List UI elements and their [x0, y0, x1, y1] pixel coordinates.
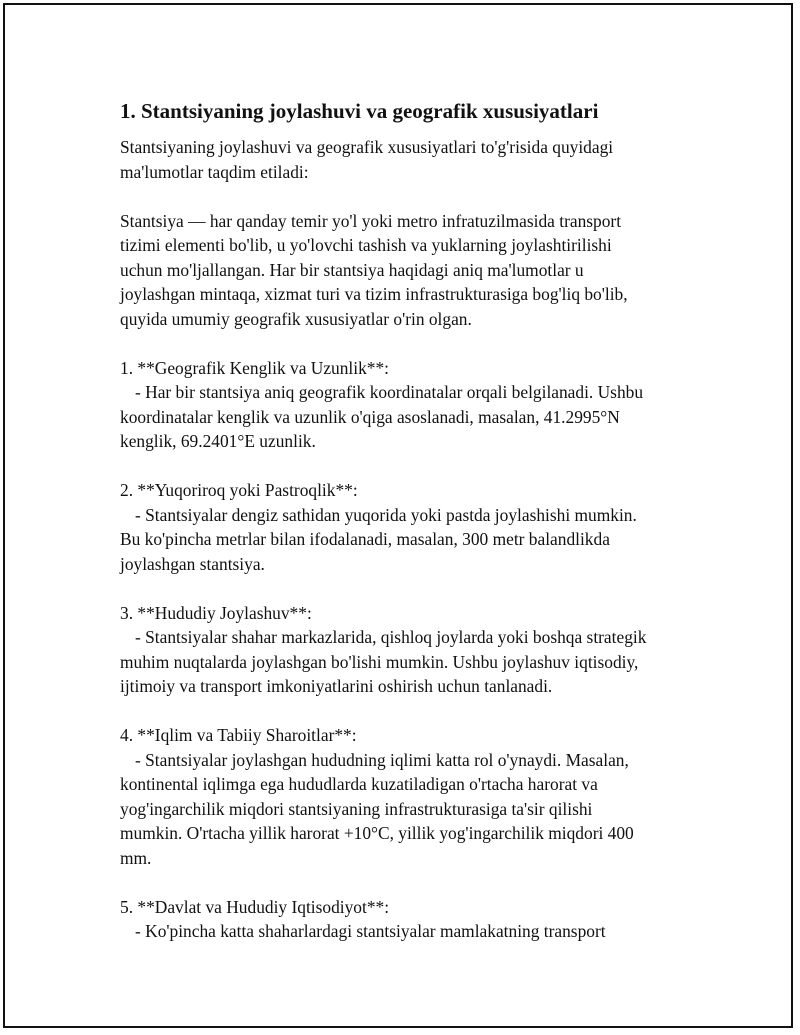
- text-line: mm.: [120, 847, 152, 868]
- text-line: joylashgan mintaqa, xizmat turi va tizim infrastrukturasiga bog'liq bo'lib,: [120, 284, 628, 304]
- section-heading: 1. Stantsiyaning joylashuvi va geografik xususiyatlari: [120, 99, 599, 123]
- text-line: ijtimoiy va transport imkoniyatlarini oshirish uchun tanlanadi.: [120, 676, 553, 696]
- text-line: uchun mo'ljallangan. Har bir stantsiya haqidagi aniq ma'lumotlar u: [120, 259, 584, 280]
- text-line: - Har bir stantsiya aniq geografik koordinatalar orqali belgilanadi. Ushbu: [135, 382, 644, 402]
- text-line: - Stantsiyalar dengiz sathidan yuqorida yoki pastda joylashishi mumkin.: [135, 504, 637, 525]
- description-paragraph: [120, 209, 700, 332]
- text-line: - Stantsiyalar shahar markazlarida, qishloq joylarda yoki boshqa strategik: [135, 627, 647, 647]
- text-line: joylashgan stantsiya.: [120, 553, 265, 574]
- document-content: [120, 97, 700, 944]
- list-item-title: 4. **Iqlim va Tabiiy Sharoitlar**:: [120, 725, 357, 745]
- text-line: ma'lumotlar taqdim etiladi:: [120, 161, 309, 182]
- list-item-title: 5. **Davlat va Hududiy Iqtisodiyot**:: [120, 896, 390, 917]
- text-line: Bu ko'pincha metrlar bilan ifodalanadi, masalan, 300 metr balandlikda: [120, 529, 610, 549]
- list-item: [120, 601, 700, 699]
- list-item: [120, 356, 700, 454]
- text-line: koordinatalar kenglik va uzunlik o'qiga asoslanadi, masalan, 41.2995°N: [120, 406, 620, 427]
- text-line: muhim nuqtalarda joylashgan bo'lishi mumkin. Ushbu joylashuv iqtisodiy,: [120, 651, 639, 672]
- list-item: [120, 723, 700, 870]
- text-line: - Ko'pincha katta shaharlardagi stantsiyalar mamlakatning transport: [135, 921, 606, 941]
- text-line: quyida umumiy geografik xususiyatlar o'rin olgan.: [120, 308, 472, 329]
- document-page: [3, 3, 793, 1028]
- text-line: Stantsiyaning joylashuvi va geografik xususiyatlari to'g'risida quyidagi: [120, 137, 614, 157]
- list-item-title: 1. **Geografik Kenglik va Uzunlik**:: [120, 357, 390, 378]
- text-line: Stantsiya — har qanday temir yo'l yoki metro infratuzilmasida transport: [120, 210, 622, 231]
- text-line: tizimi elementi bo'lib, u yo'lovchi tashish va yuklarning joylashtirilishi: [120, 235, 612, 255]
- text-line: yog'ingarchilik miqdori stantsiyaning infrastrukturasiga ta'sir qilishi: [120, 798, 593, 819]
- list-item: [120, 478, 700, 576]
- intro-paragraph: [120, 135, 700, 184]
- text-line: kontinental iqlimga ega hududlarda kuzatiladigan o'rtacha harorat va: [120, 774, 598, 794]
- list-item: [120, 895, 700, 944]
- list-item-title: 2. **Yuqoriroq yoki Pastroqlik**:: [120, 480, 358, 500]
- text-line: - Stantsiyalar joylashgan hududning iqlimi katta rol o'ynaydi. Masalan,: [135, 749, 629, 770]
- text-line: mumkin. O'rtacha yillik harorat +10°C, yillik yog'ingarchilik miqdori 400: [120, 823, 634, 843]
- text-line: kenglik, 69.2401°E uzunlik.: [120, 431, 316, 451]
- list-item-title: 3. **Hududiy Joylashuv**:: [120, 602, 312, 623]
